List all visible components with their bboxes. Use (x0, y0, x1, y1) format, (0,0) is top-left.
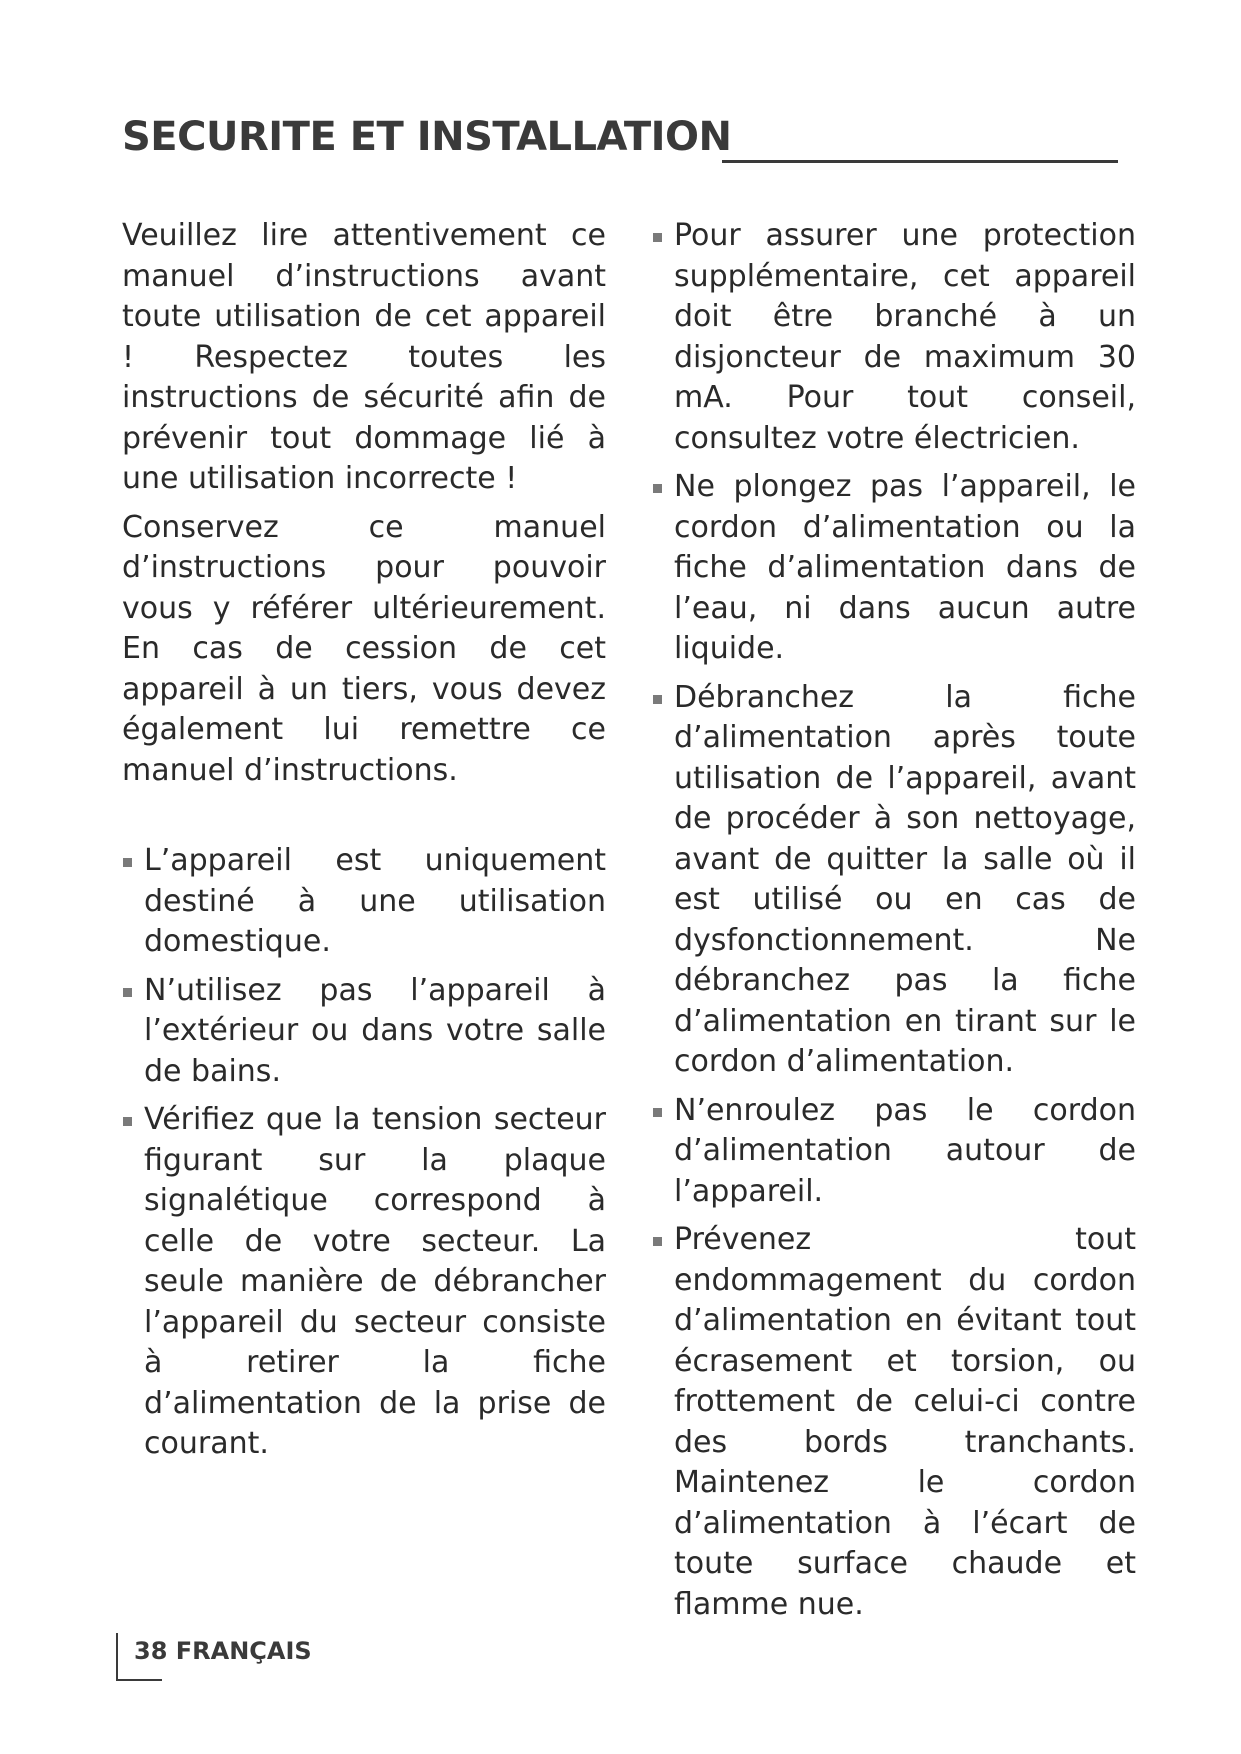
list-item-text: Vérifiez que la tension secteur figurant sur la plaque signalétique correspond à celle de votre secteur. La seule manière de débrancher l’appareil du secteur consiste à retirer la fiche d’alimentation de la prise de courant. (144, 1102, 606, 1461)
list-item-text: N’enroulez pas le cordon d’alimentation autour de l’appareil. (674, 1092, 1136, 1209)
list-item (122, 1100, 606, 1465)
left-column (122, 216, 606, 1473)
safety-list (652, 216, 1136, 1625)
square-bullet-icon (653, 1108, 662, 1117)
list-item-text: Ne plongez pas l’appareil, le cordon d’alimentation ou la fiche d’alimentation dans de l’eau, ni dans aucun autre liquide. (674, 469, 1136, 666)
list-item-text: Pour assurer une protection supplémentaire, cet appareil doit être branché à un disjoncteur de maximum 30 mA. Pour tout conseil, consultez votre électricien. (674, 218, 1136, 456)
list-item (652, 1220, 1136, 1625)
list-item (652, 1091, 1136, 1213)
list-item (652, 467, 1136, 670)
intro-paragraph: Conservez ce manuel d’instructions pour pouvoir vous y référer ultérieurement. En cas de cession de cet appareil à un tiers, vous devez également lui remettre ce manuel d’instructions. (122, 509, 606, 788)
list-item-text: Prévenez tout endommagement du cordon d’alimentation en évitant tout écrasement et torsion, ou frottement de celui-ci contre des bords tranchants. Maintenez le cordon d’alimentation à l’écart de toute surface chaude et flamme nue. (674, 1222, 1136, 1622)
square-bullet-icon (653, 233, 662, 242)
right-column (652, 216, 1136, 1633)
list-item (122, 841, 606, 963)
list-item-text: Débranchez la fiche d’alimentation après toute utilisation de l’appareil, avant de procéder à son nettoyage, avant de quitter la salle où il est utilisé ou en cas de dysfonctionnement. Ne débranchez pas la fiche d’alimentation en tirant sur le cordon d’alimentation. (674, 679, 1136, 1079)
square-bullet-icon (653, 484, 662, 493)
title-rule (722, 160, 1118, 163)
square-bullet-icon (123, 1117, 132, 1126)
square-bullet-icon (653, 695, 662, 704)
list-item-text: L’appareil est uniquement destiné à une utilisation domestique. (144, 843, 606, 959)
page-footer (116, 1633, 312, 1681)
square-bullet-icon (123, 858, 132, 867)
list-item (652, 678, 1136, 1083)
list-item (652, 216, 1136, 459)
page-title: SECURITE ET INSTALLATION (122, 114, 732, 160)
intro-paragraph: Veuillez lire attentivement ce manuel d’instructions avant toute utilisation de cet appareil ! Respectez toutes les instructions de sécurité afin de prévenir tout dommage lié à une utilisation incorrecte ! (122, 218, 606, 496)
safety-list (122, 841, 606, 1465)
square-bullet-icon (123, 988, 132, 997)
list-item (122, 971, 606, 1093)
square-bullet-icon (653, 1237, 662, 1246)
page-number: 38 FRANÇAIS (134, 1637, 312, 1665)
list-item-text: N’utilisez pas l’appareil à l’extérieur ou dans votre salle de bains. (144, 972, 606, 1089)
